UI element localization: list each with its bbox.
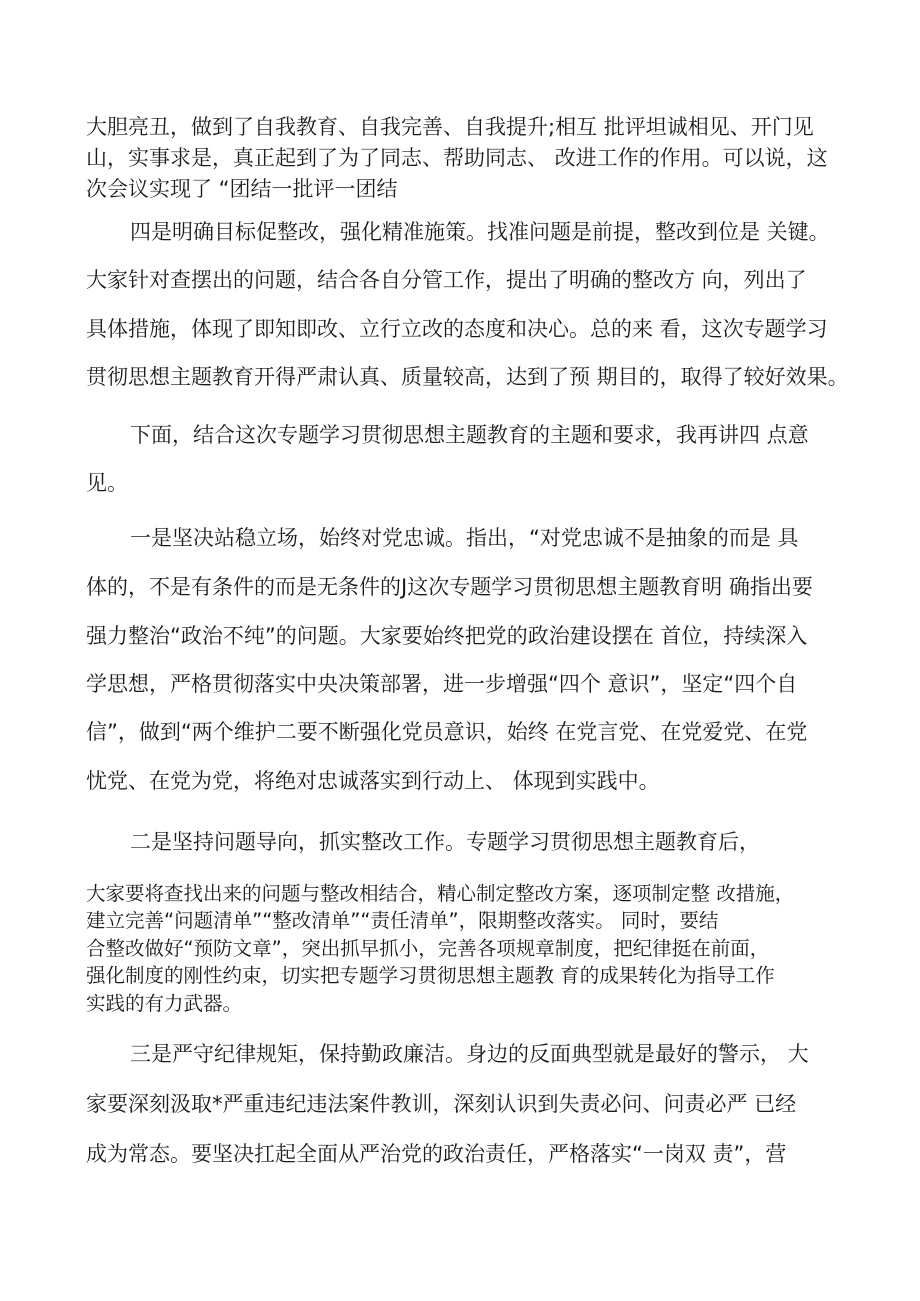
text-line: 大家针对查摆出的问题，结合各自分管工作，提出了明确的整改方 向，列出了 [86, 268, 807, 292]
text-line: 四是明确目标促整改，强化精准施策。找准问题是前提，整改到位是 关键。 [130, 220, 830, 244]
text-line: 一是坚决站稳立场，始终对党忠诚。指出，“对党忠诚不是抽象的而是 具 [130, 526, 799, 550]
text-line: 大家要将查找出来的问题与整改相结合，精心制定整改方案，逐项制定整 改措施， [86, 882, 795, 905]
text-line: 建立完善“问题清单”“整改清单”“责任清单”，限期整改落实。 同时，要结 [86, 909, 719, 932]
text-line: 学思想，严格贯彻落实中央决策部署，进一步增强“四个 意识”，坚定“四个自 [86, 672, 798, 696]
text-line: 三是严守纪律规矩，保持勤政廉洁。身边的反面典型就是最好的警示， 大 [130, 1042, 809, 1066]
text-line: 见。 [86, 471, 128, 495]
text-line: 合整改做好“预防文章”，突出抓早抓小，完善各项规章制度，把纪律挺在前面， [86, 937, 770, 960]
text-line: 成为常态。要坚决扛起全面从严治党的政治责任，严格落实“一岗双 责”，营 [86, 1142, 787, 1166]
text-line: 大胆亮丑，做到了自我教育、自我完善、自我提升;相互 批评坦诚相见、开门见 [86, 115, 814, 139]
text-line: 山，实事求是，真正起到了为了同志、帮助同志、 改进工作的作用。可以说，这 [86, 146, 828, 170]
text-line: 下面，结合这次专题学习贯彻思想主题教育的主题和要求，我再讲四 点意 [130, 423, 809, 447]
text-line: 二是坚持问题导向，抓实整改工作。专题学习贯彻思想主题教育后， [130, 830, 760, 854]
text-line: 家要深刻汲取*严重违纪违法案件教训，深刻认识到失责必问、问责必严 已经 [86, 1092, 797, 1116]
text-line: 体的，不是有条件的而是无条件的J这次专题学习贯彻思想主题教育明 确指出要 [86, 575, 813, 599]
text-line: 实践的有力武器。 [86, 992, 243, 1015]
text-line: 信”，做到“两个维护二要不断强化党员意识，始终 在党言党、在党爱党、在党 [86, 720, 808, 744]
text-line: 具体措施，体现了即知即改、立行立改的态度和决心。总的来 看，这次专题学习 [86, 317, 828, 341]
text-line: 次会议实现了 “团结一批评一团结 [86, 177, 398, 201]
text-line: 强力整治“政治不纯”的问题。大家要始终把党的政治建设摆在 首位，持续深入 [86, 624, 808, 648]
text-line: 强化制度的刚性约束，切实把专题学习贯彻思想主题教 育的成果转化为指导工作 [86, 964, 775, 987]
text-line: 忧党、在党为党，将绝对忠诚落实到行动上、 体现到实践中。 [86, 769, 660, 793]
text-line: 贯彻思想主题教育开得严肃认真、质量较高，达到了预 期目的，取得了较好效果。 [86, 365, 849, 389]
